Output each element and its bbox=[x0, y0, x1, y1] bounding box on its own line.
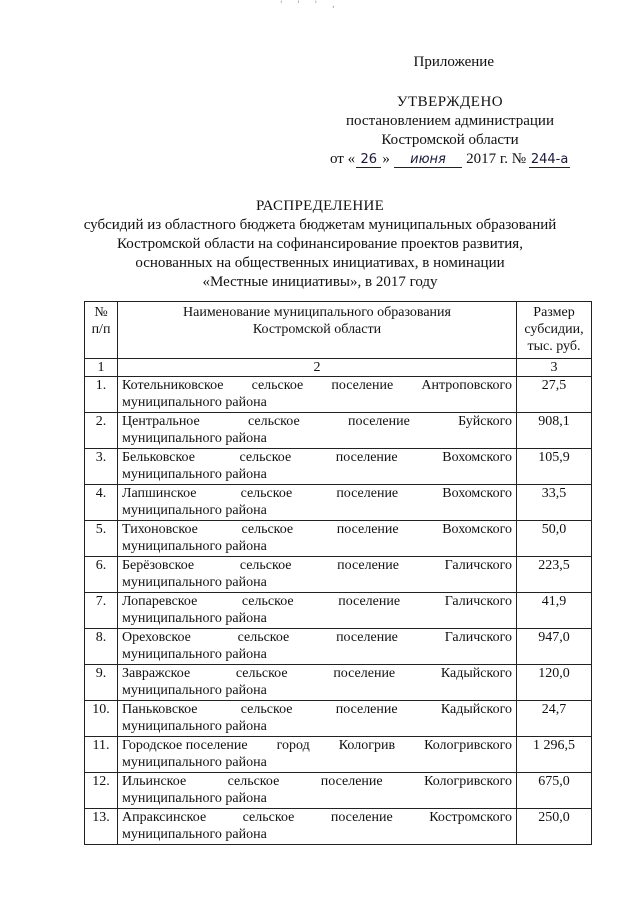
subsidy-amount: 50,0 bbox=[517, 521, 592, 557]
name-word: Берёзовское bbox=[122, 558, 195, 573]
date-year: 2017 г. № bbox=[466, 151, 527, 167]
name-word: Апраксинское bbox=[122, 810, 207, 825]
name-word: Лапшинское bbox=[122, 486, 197, 501]
subsidy-amount: 908,1 bbox=[517, 413, 592, 449]
heading-line-3: основанных на общественных инициативах, в номинации bbox=[135, 255, 505, 271]
table-row bbox=[85, 737, 592, 773]
municipality-name-line-2: муниципального района bbox=[122, 683, 267, 698]
date-quote-close: » bbox=[382, 151, 390, 167]
approval-line-region: Костромской области bbox=[381, 132, 519, 148]
name-word: сельское bbox=[242, 810, 295, 825]
table-row bbox=[85, 413, 592, 449]
name-word: Кадыйского bbox=[440, 702, 512, 717]
table-body bbox=[85, 377, 592, 845]
name-word: Вохомского bbox=[442, 450, 512, 465]
municipality-name-line-1 bbox=[122, 521, 512, 538]
name-word: поселение bbox=[320, 774, 383, 789]
municipality-name-line-1 bbox=[122, 773, 512, 790]
approval-block bbox=[330, 93, 570, 169]
name-word: Бельковское bbox=[122, 450, 195, 465]
subsidy-amount: 24,7 bbox=[517, 701, 592, 737]
subsidy-amount: 120,0 bbox=[517, 665, 592, 701]
name-word: поселение bbox=[338, 594, 401, 609]
subsidy-amount: 1 296,5 bbox=[517, 737, 592, 773]
row-number: 2. bbox=[85, 413, 118, 449]
row-number: 1. bbox=[85, 377, 118, 413]
header-num: № п/п bbox=[85, 302, 118, 359]
subsidy-amount: 947,0 bbox=[517, 629, 592, 665]
municipality-name bbox=[118, 449, 517, 485]
column-number-row bbox=[85, 359, 592, 377]
name-word: Вохомского bbox=[442, 522, 512, 537]
header-name bbox=[118, 302, 517, 359]
subsidy-amount: 250,0 bbox=[517, 809, 592, 845]
name-word: Костромского bbox=[429, 810, 512, 825]
name-word: поселение bbox=[333, 666, 396, 681]
name-word: Кологривского bbox=[424, 774, 512, 789]
name-word: Кологривского bbox=[424, 738, 512, 753]
name-word: Галичского bbox=[444, 558, 512, 573]
municipality-name-line-1 bbox=[122, 809, 512, 826]
name-word: город bbox=[276, 738, 310, 753]
heading-line-1: субсидий из областного бюджета бюджетам муниципальных образований bbox=[83, 217, 557, 233]
subsidy-amount: 41,9 bbox=[517, 593, 592, 629]
table-header-row bbox=[85, 302, 592, 359]
municipality-name bbox=[118, 593, 517, 629]
name-word: сельское bbox=[237, 630, 290, 645]
column-number: 2 bbox=[118, 359, 517, 377]
municipality-name bbox=[118, 413, 517, 449]
municipality-name-line-2: муниципального района bbox=[122, 395, 267, 410]
name-word: сельское bbox=[241, 522, 294, 537]
table-row bbox=[85, 557, 592, 593]
subsidy-amount: 105,9 bbox=[517, 449, 592, 485]
name-word: сельское bbox=[235, 666, 288, 681]
municipality-name bbox=[118, 629, 517, 665]
name-word: Антроповского bbox=[421, 378, 512, 393]
row-number: 11. bbox=[85, 737, 118, 773]
row-number: 12. bbox=[85, 773, 118, 809]
subsidy-amount: 223,5 bbox=[517, 557, 592, 593]
name-word: поселение bbox=[336, 486, 399, 501]
date-prefix: от « bbox=[330, 151, 356, 167]
municipality-name bbox=[118, 521, 517, 557]
name-word: Тихоновское bbox=[122, 522, 198, 537]
municipality-name-line-2: муниципального района bbox=[122, 647, 267, 662]
name-word: Городское поселение bbox=[122, 738, 248, 753]
municipality-name-line-1 bbox=[122, 737, 512, 754]
municipality-name bbox=[118, 665, 517, 701]
municipality-name-line-1 bbox=[122, 377, 512, 394]
municipality-name bbox=[118, 809, 517, 845]
municipality-name bbox=[118, 557, 517, 593]
row-number: 8. bbox=[85, 629, 118, 665]
municipality-name-line-2: муниципального района bbox=[122, 719, 267, 734]
name-word: Галичского bbox=[444, 630, 512, 645]
name-word: Кадыйского bbox=[440, 666, 512, 681]
name-word: поселение bbox=[337, 558, 399, 573]
name-word: Паньковское bbox=[122, 702, 198, 717]
name-word: поселение bbox=[347, 414, 410, 429]
header-amount: Размер субсидии, тыс. руб. bbox=[517, 302, 592, 359]
name-word: сельское bbox=[248, 414, 300, 429]
name-word: сельское bbox=[227, 774, 280, 789]
municipality-name-line-2: муниципального района bbox=[122, 503, 267, 518]
municipality-name bbox=[118, 701, 517, 737]
municipality-name-line-2: муниципального района bbox=[122, 575, 267, 590]
municipality-name-line-2: муниципального района bbox=[122, 467, 267, 482]
table-row bbox=[85, 701, 592, 737]
name-word: поселение bbox=[335, 702, 398, 717]
name-word: поселение bbox=[336, 630, 398, 645]
row-number: 4. bbox=[85, 485, 118, 521]
approval-line-decree: постановлением администрации bbox=[346, 113, 554, 129]
municipality-name-line-1 bbox=[122, 485, 512, 502]
table-row bbox=[85, 629, 592, 665]
subsidy-amount: 675,0 bbox=[517, 773, 592, 809]
table-row bbox=[85, 665, 592, 701]
municipality-name-line-1 bbox=[122, 449, 512, 466]
name-word: Центральное bbox=[122, 414, 200, 429]
row-number: 10. bbox=[85, 701, 118, 737]
table-row bbox=[85, 593, 592, 629]
table-row bbox=[85, 485, 592, 521]
table-row bbox=[85, 521, 592, 557]
municipality-name bbox=[118, 737, 517, 773]
row-number: 13. bbox=[85, 809, 118, 845]
column-number: 3 bbox=[517, 359, 592, 377]
header-name-line-2: Костромской области bbox=[252, 322, 382, 337]
municipality-name-line-1 bbox=[122, 413, 512, 430]
municipality-name bbox=[118, 773, 517, 809]
subsidy-amount: 33,5 bbox=[517, 485, 592, 521]
name-word: сельское bbox=[240, 702, 293, 717]
heading-line-2: Костромской области на софинансирование проектов развития, bbox=[117, 236, 523, 252]
municipality-name bbox=[118, 485, 517, 521]
name-word: сельское bbox=[251, 378, 304, 393]
date-month: июня bbox=[394, 152, 462, 168]
municipality-name-line-2: муниципального района bbox=[122, 611, 267, 626]
document-title: РАСПРЕДЕЛЕНИЕ bbox=[255, 198, 385, 214]
municipality-name-line-2: муниципального района bbox=[122, 539, 267, 554]
name-word: поселение bbox=[330, 810, 393, 825]
row-number: 7. bbox=[85, 593, 118, 629]
row-number: 6. bbox=[85, 557, 118, 593]
header-name-line-1: Наименование муниципального образования bbox=[183, 305, 451, 320]
table-row bbox=[85, 773, 592, 809]
municipality-name-line-1 bbox=[122, 665, 512, 682]
name-word: сельское bbox=[241, 594, 294, 609]
name-word: сельское bbox=[239, 450, 292, 465]
name-word: Котельниковское bbox=[122, 378, 224, 393]
name-word: поселение bbox=[331, 378, 394, 393]
name-word: Завражское bbox=[122, 666, 191, 681]
municipality-name-line-2: муниципального района bbox=[122, 791, 267, 806]
appendix-label: Приложение bbox=[413, 54, 494, 70]
name-word: поселение bbox=[335, 450, 398, 465]
municipality-name bbox=[118, 377, 517, 413]
name-word: сельское bbox=[240, 486, 293, 501]
municipality-name-line-1 bbox=[122, 557, 512, 574]
scan-marks: ' ' ' , bbox=[280, 0, 341, 10]
column-number: 1 bbox=[85, 359, 118, 377]
date-day: 26 bbox=[356, 152, 381, 168]
row-number: 9. bbox=[85, 665, 118, 701]
name-word: сельское bbox=[239, 558, 292, 573]
row-number: 3. bbox=[85, 449, 118, 485]
municipality-name-line-2: муниципального района bbox=[122, 827, 267, 842]
table-row bbox=[85, 377, 592, 413]
name-word: поселение bbox=[336, 522, 399, 537]
name-word: Буйского bbox=[458, 414, 512, 429]
name-word: Ореховское bbox=[122, 630, 191, 645]
table-row bbox=[85, 449, 592, 485]
municipality-name-line-1 bbox=[122, 701, 512, 718]
name-word: Лопаревское bbox=[122, 594, 198, 609]
document-heading bbox=[40, 197, 600, 292]
name-word: Галичского bbox=[444, 594, 512, 609]
approval-date-line bbox=[330, 150, 570, 169]
municipality-name-line-1 bbox=[122, 629, 512, 646]
municipality-name-line-2: муниципального района bbox=[122, 755, 267, 770]
approval-title: УТВЕРЖДЕНО bbox=[396, 94, 504, 110]
subsidy-table bbox=[84, 301, 592, 845]
name-word: Ильинское bbox=[122, 774, 187, 789]
name-word: Вохомского bbox=[442, 486, 512, 501]
decree-number: 244-а bbox=[530, 152, 569, 167]
heading-line-4: «Местные инициативы», в 2017 году bbox=[202, 274, 438, 290]
subsidy-amount: 27,5 bbox=[517, 377, 592, 413]
municipality-name-line-2: муниципального района bbox=[122, 431, 267, 446]
table-row bbox=[85, 809, 592, 845]
row-number: 5. bbox=[85, 521, 118, 557]
municipality-name-line-1 bbox=[122, 593, 512, 610]
name-word: Кологрив bbox=[338, 738, 396, 753]
